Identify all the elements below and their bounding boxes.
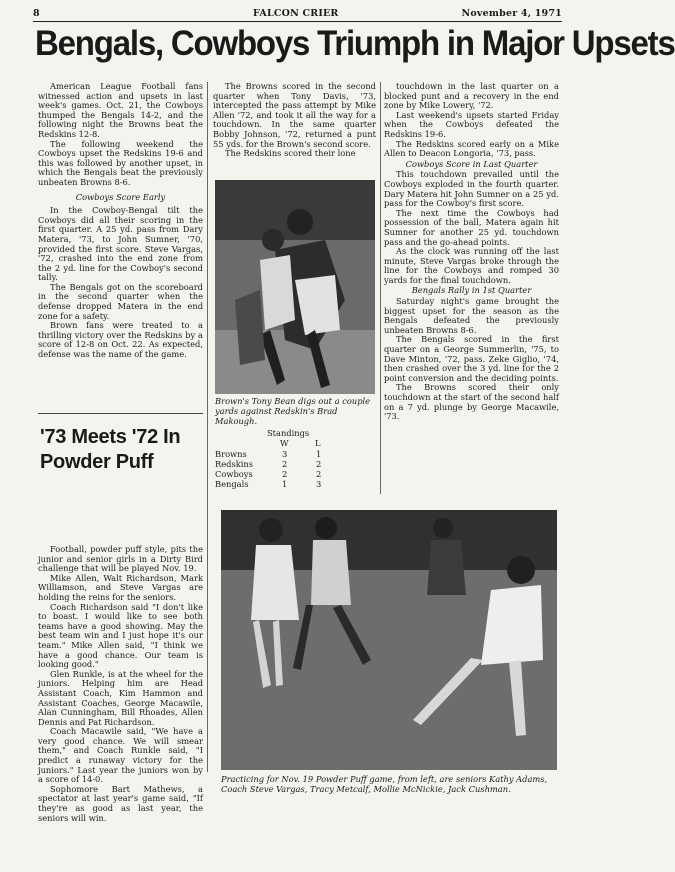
powder-puff-photo [221, 510, 557, 770]
team-name: Bengals [215, 479, 249, 489]
paragraph: touchdown in the last quarter on a blocked punt and a recovery in the end zone by Mike Lowery, '72. [384, 81, 559, 111]
column-rule [207, 82, 208, 772]
losses: 2 [316, 469, 322, 479]
paragraph: Last weekend's upsets started Friday when the Cowboys defeated the Redskins 19-6. [384, 109, 559, 139]
article-football-col1 [38, 82, 203, 360]
column-rule [380, 82, 381, 494]
page-number: 8 [33, 8, 40, 19]
paragraph: The Redskins scored early on a Mike Allen to Deacon Longoria, '73, pass. [384, 138, 559, 159]
paragraph: The following weekend the Cowboys upset the Redskins 19-6 and this was followed by another upset, in which the Bengals beat the previously unbeaten Browns 8-6. [38, 138, 203, 187]
page-header [33, 8, 562, 20]
paragraph: Saturday night's game brought the biggest upset for the season as the Bengals defeated the previously unbeaten Browns 8-6. [384, 296, 559, 335]
paragraph: Glen Runkle, is at the wheel for the juniors. Helping him are Head Assistant Coach, Kim Hammon and Assistant Coaches, George Macawile, Alan Cunningham, Bill Rhoades, Allen Dennis and Pat Richardson. [38, 668, 203, 727]
subheading: Bengals Rally in 1st Quarter [411, 285, 532, 296]
paragraph: As the clock was running off the last minute, Steve Vargas broke through the line for the Cowboys and romped 30 yards for the final touchdown. [384, 246, 559, 285]
paragraph: The Browns scored their only touchdown at the start of the second half on a 7 yd. plunge by George Macawile, '73. [384, 382, 559, 422]
article-football-col3 [384, 82, 559, 422]
wins: 1 [282, 479, 288, 489]
wins: 3 [282, 449, 288, 459]
paragraph: Sophomore Bart Mathews, a spectator at last year's game said, "If they're as good as last year, the seniors will win. [38, 783, 203, 823]
paragraph: This touchdown prevailed until the Cowboys exploded in the fourth quarter. Dary Matera hit John Sumner on a 25 yd. pass for the Cowboy's first score. [384, 169, 559, 209]
paragraph: American League Football fans witnessed action and upsets in last week's games. Oct. 21, the Cowboys thumped the Bengals 14-2, and the following night the Browns beat the Redskins 12-8. [38, 81, 203, 139]
paragraph: The Bengals got on the scoreboard in the second quarter when the defense dropped Matera in the end zone for a safety. [38, 281, 203, 321]
table-row [215, 480, 335, 490]
article-powder-puff [38, 545, 203, 823]
paragraph: Coach Macawile said, "We have a very good chance. We will smear them," and Coach Runkle said, "I predict a runaway victory for the juniors." Last year the juniors won by a score of 14-0. [38, 726, 203, 785]
subheading: Cowboys Score Early [75, 191, 166, 202]
paragraph: In the Cowboy-Bengal tilt the Cowboys did all their scoring in the first quarter. A 25 yd. pass from Dary Matera, '73, to John Sumner, '70, provided the first score. Steve Vargas, '72, crashed into the end zone from the 2 yd. line for the Cowboy's second tally. [38, 205, 203, 283]
section-rule [38, 413, 203, 414]
wins: 2 [282, 469, 288, 479]
powder-puff-headline: '73 Meets '72 In Powder Puff [40, 426, 181, 473]
paragraph: The Bengals scored in the first quarter on a George Summerlin, '75, to Dave Minton, '72, pass. Zeke Giglio, '74, then crashed over the 3 yd. line for the 2 point conversion and the deciding points. [384, 334, 559, 383]
paragraph: The Browns scored in the second quarter when Tony Davis, '73, intercepted the pass attempt by Mike Allen '72, and took it all the way for a touchdown. In the same quarter Bobby Johnson, '72, returned a punt 55 yds. for the Brown's second score. [213, 81, 376, 149]
football-photo-caption: Brown's Tony Bean digs out a couple yards against Redskin's Brad Makough. [215, 396, 371, 426]
losses: 3 [316, 479, 322, 489]
publication-name: FALCON CRIER [253, 8, 339, 19]
team-name: Redskins [215, 459, 254, 469]
column-header-w: W [280, 438, 289, 448]
paragraph: Mike Allen, Walt Richardson, Mark Williamson, and Steve Vargas are holding the reins for the seniors. [38, 572, 203, 602]
issue-date: November 4, 1971 [461, 8, 562, 19]
standings-title: Standings [267, 428, 310, 438]
team-name: Browns [215, 449, 247, 459]
paragraph: The next time the Cowboys had possession of the ball, Matera again hit Sumner for another 25 yd. touchdown pass and the go-ahead points. [384, 207, 559, 247]
paragraph: Brown fans were treated to a thrilling victory over the Redskins by a score of 12-8 on Oct. 22. As expected, defense was the name of the game. [38, 320, 203, 360]
losses: 2 [316, 459, 322, 469]
powder-puff-photo-caption: Practicing for Nov. 19 Powder Puff game, from left, are seniors Kathy Adams, Coach Steve Vargas, Tracy Metcalf, Mollie McNickie, Jack Cushman. [221, 774, 548, 794]
team-name: Cowboys [215, 469, 253, 479]
losses: 1 [316, 449, 322, 459]
paragraph: Coach Richardson said "I don't like to boast. I would like to see both teams have a good showing. May the best team win and I just hope it's our team." Mike Allen said, "I think we have a good chance. Our team is looking good." [38, 601, 203, 670]
paragraph: Football, powder puff style, pits the junior and senior girls in a Dirty Bird challenge that will be played Nov. 19. [38, 544, 203, 574]
subheading: Cowboys Score in Last Quarter [405, 158, 538, 169]
wins: 2 [282, 459, 288, 469]
article-football-col2 [213, 82, 376, 159]
football-photo [215, 180, 375, 394]
main-headline: Bengals, Cowboys Triumph in Major Upsets [35, 23, 675, 63]
paragraph: The Redskins scored their lone [225, 148, 356, 159]
column-header-l: L [315, 438, 321, 448]
